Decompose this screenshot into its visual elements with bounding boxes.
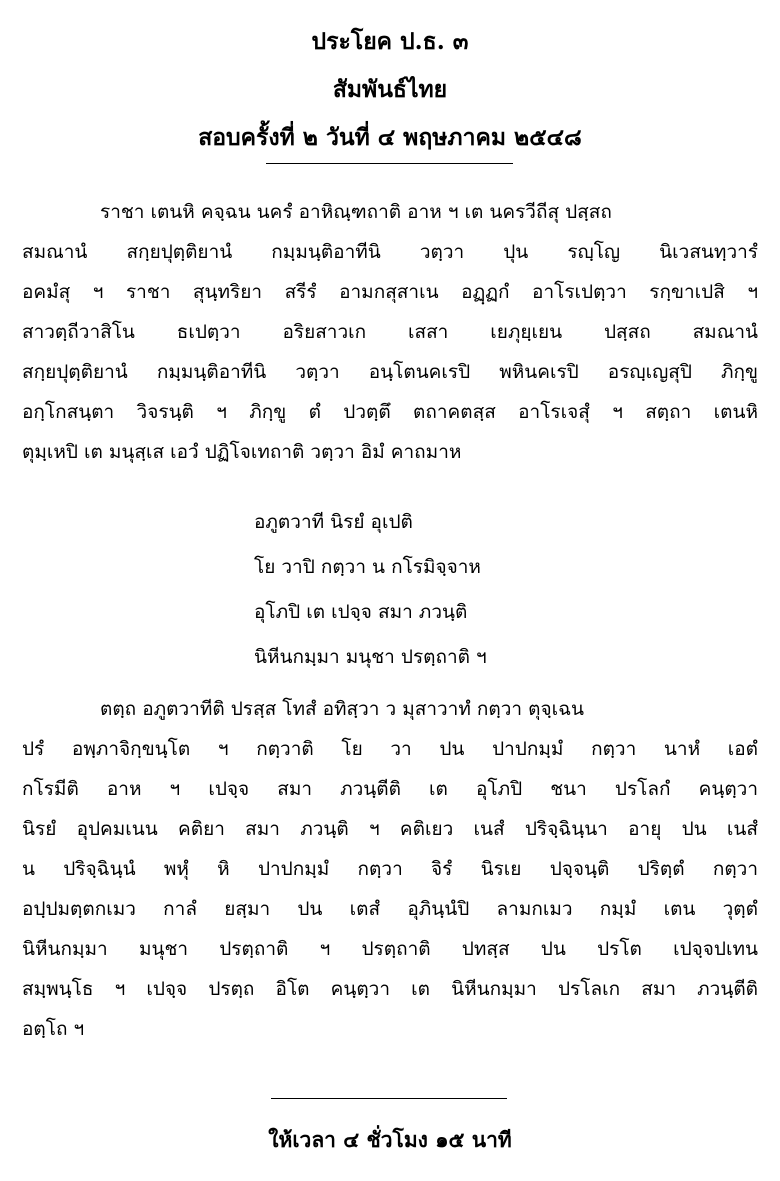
- paragraph-line: ตุมฺเหปิ เต มนุสฺเส เอวํ ปฏิโจเทถาติ วตฺวา อิมํ คาถมาห: [22, 441, 462, 463]
- header-divider: [266, 163, 513, 164]
- time-allowed: ให้เวลา ๔ ชั่วโมง ๑๕ นาที: [268, 1127, 512, 1152]
- paragraph-line: นิหีนกมฺมา มนุชา ปรตฺถาติ ฯ ปรตฺถาติ ปทสฺส ปน ปรโต เปจฺจปเทน: [22, 938, 758, 960]
- paragraph-line: สมณานํ สกฺยปุตฺติยานํ กมฺมนฺติอาทีนิ วตฺวา ปุน รญฺโญ นิเวสนทฺวารํ: [22, 241, 758, 263]
- exam-title: ประโยค ป.ธ. ๓: [311, 28, 469, 55]
- paragraph-line: อตฺโถ ฯ: [22, 1018, 85, 1040]
- paragraph-line: น ปริจฺฉินฺนํ พหุํ หิ ปาปกมฺมํ กตฺวา จิรํ นิรเย ปจฺจนฺติ ปริตฺตํ กตฺวา: [22, 858, 758, 880]
- paragraph-line: นิรยํ อุปคมเนน คติยา สมา ภวนฺติ ฯ คติเยว เนสํ ปริจฺฉินฺนา อายุ ปน เนสํ: [22, 818, 758, 840]
- verse-line: นิหีนกมฺมา มนุชา ปรตฺถาติ ฯ: [254, 646, 487, 668]
- paragraph-line: สาวตฺถีวาสิโน ธเปตฺวา อริยสาวเก เสสา เยภุยฺเยน ปสฺสถ สมณานํ: [22, 321, 758, 343]
- paragraph-line: อคมํสุ ฯ ราชา สุนฺทริยา สรีรํ อามกสุสาเน อฏฺฏกํ อาโรเปตฺวา รกฺขาเปสิ ฯ: [22, 281, 758, 303]
- paragraph-line: อกฺโกสนฺตา วิจรนฺติ ฯ ภิกฺขู ตํ ปวตฺตึ ตถาคตสฺส อาโรเจสุํ ฯ สตฺถา เตนหิ: [22, 401, 758, 423]
- verse-line: โย วาปิ กตฺวา น กโรมิจฺจาห: [254, 556, 481, 578]
- paragraph-line: สมฺพนฺโธ ฯ เปจฺจ ปรตฺถ อิโต คนฺตฺวา เต นิหีนกมฺมา ปรโลเก สมา ภวนฺตีติ: [22, 978, 758, 1000]
- paragraph-line: ปรํ อพฺภาจิกฺขนฺโต ฯ กตฺวาติ โย วา ปน ปาปกมฺมํ กตฺวา นาหํ เอตํ: [22, 738, 758, 760]
- verse-line: อภูตวาที นิรยํ อุเปติ: [254, 511, 413, 533]
- exam-date: สอบครั้งที่ ๒ วันที่ ๔ พฤษภาคม ๒๕๔๘: [198, 124, 582, 151]
- paragraph-line: ราชา เตนหิ คจฺฉน นครํ อาหิณฺฑถาติ อาห ฯ เต นครวีถีสุ ปสฺสถ: [100, 201, 612, 223]
- paragraph-line: อปฺปมตฺตกเมว กาลํ ยสฺมา ปน เตสํ อุภินฺนํปิ ลามกเมว กมฺมํ เตน วุตฺตํ: [22, 898, 758, 920]
- paragraph-line: ตตฺถ อภูตวาทีติ ปรสฺส โทสํ อทิสฺวา ว มุสาวาทํ กตฺวา ตุจฺเฉน: [100, 698, 585, 720]
- verse-line: อุโภปิ เต เปจฺจ สมา ภวนฺติ: [254, 601, 468, 623]
- exam-subject: สัมพันธ์ไทย: [332, 76, 448, 103]
- paragraph-line: กโรมีติ อาห ฯ เปจฺจ สมา ภวนฺตีติ เต อุโภปิ ชนา ปรโลกํ คนฺตฺวา: [22, 778, 758, 800]
- paragraph-line: สกฺยปุตฺติยานํ กมฺมนฺติอาทีนิ วตฺวา อนฺโตนคเรปิ พหินคเรปิ อรญฺเญสุปิ ภิกฺขู: [22, 361, 758, 383]
- footer-divider: [271, 1098, 507, 1099]
